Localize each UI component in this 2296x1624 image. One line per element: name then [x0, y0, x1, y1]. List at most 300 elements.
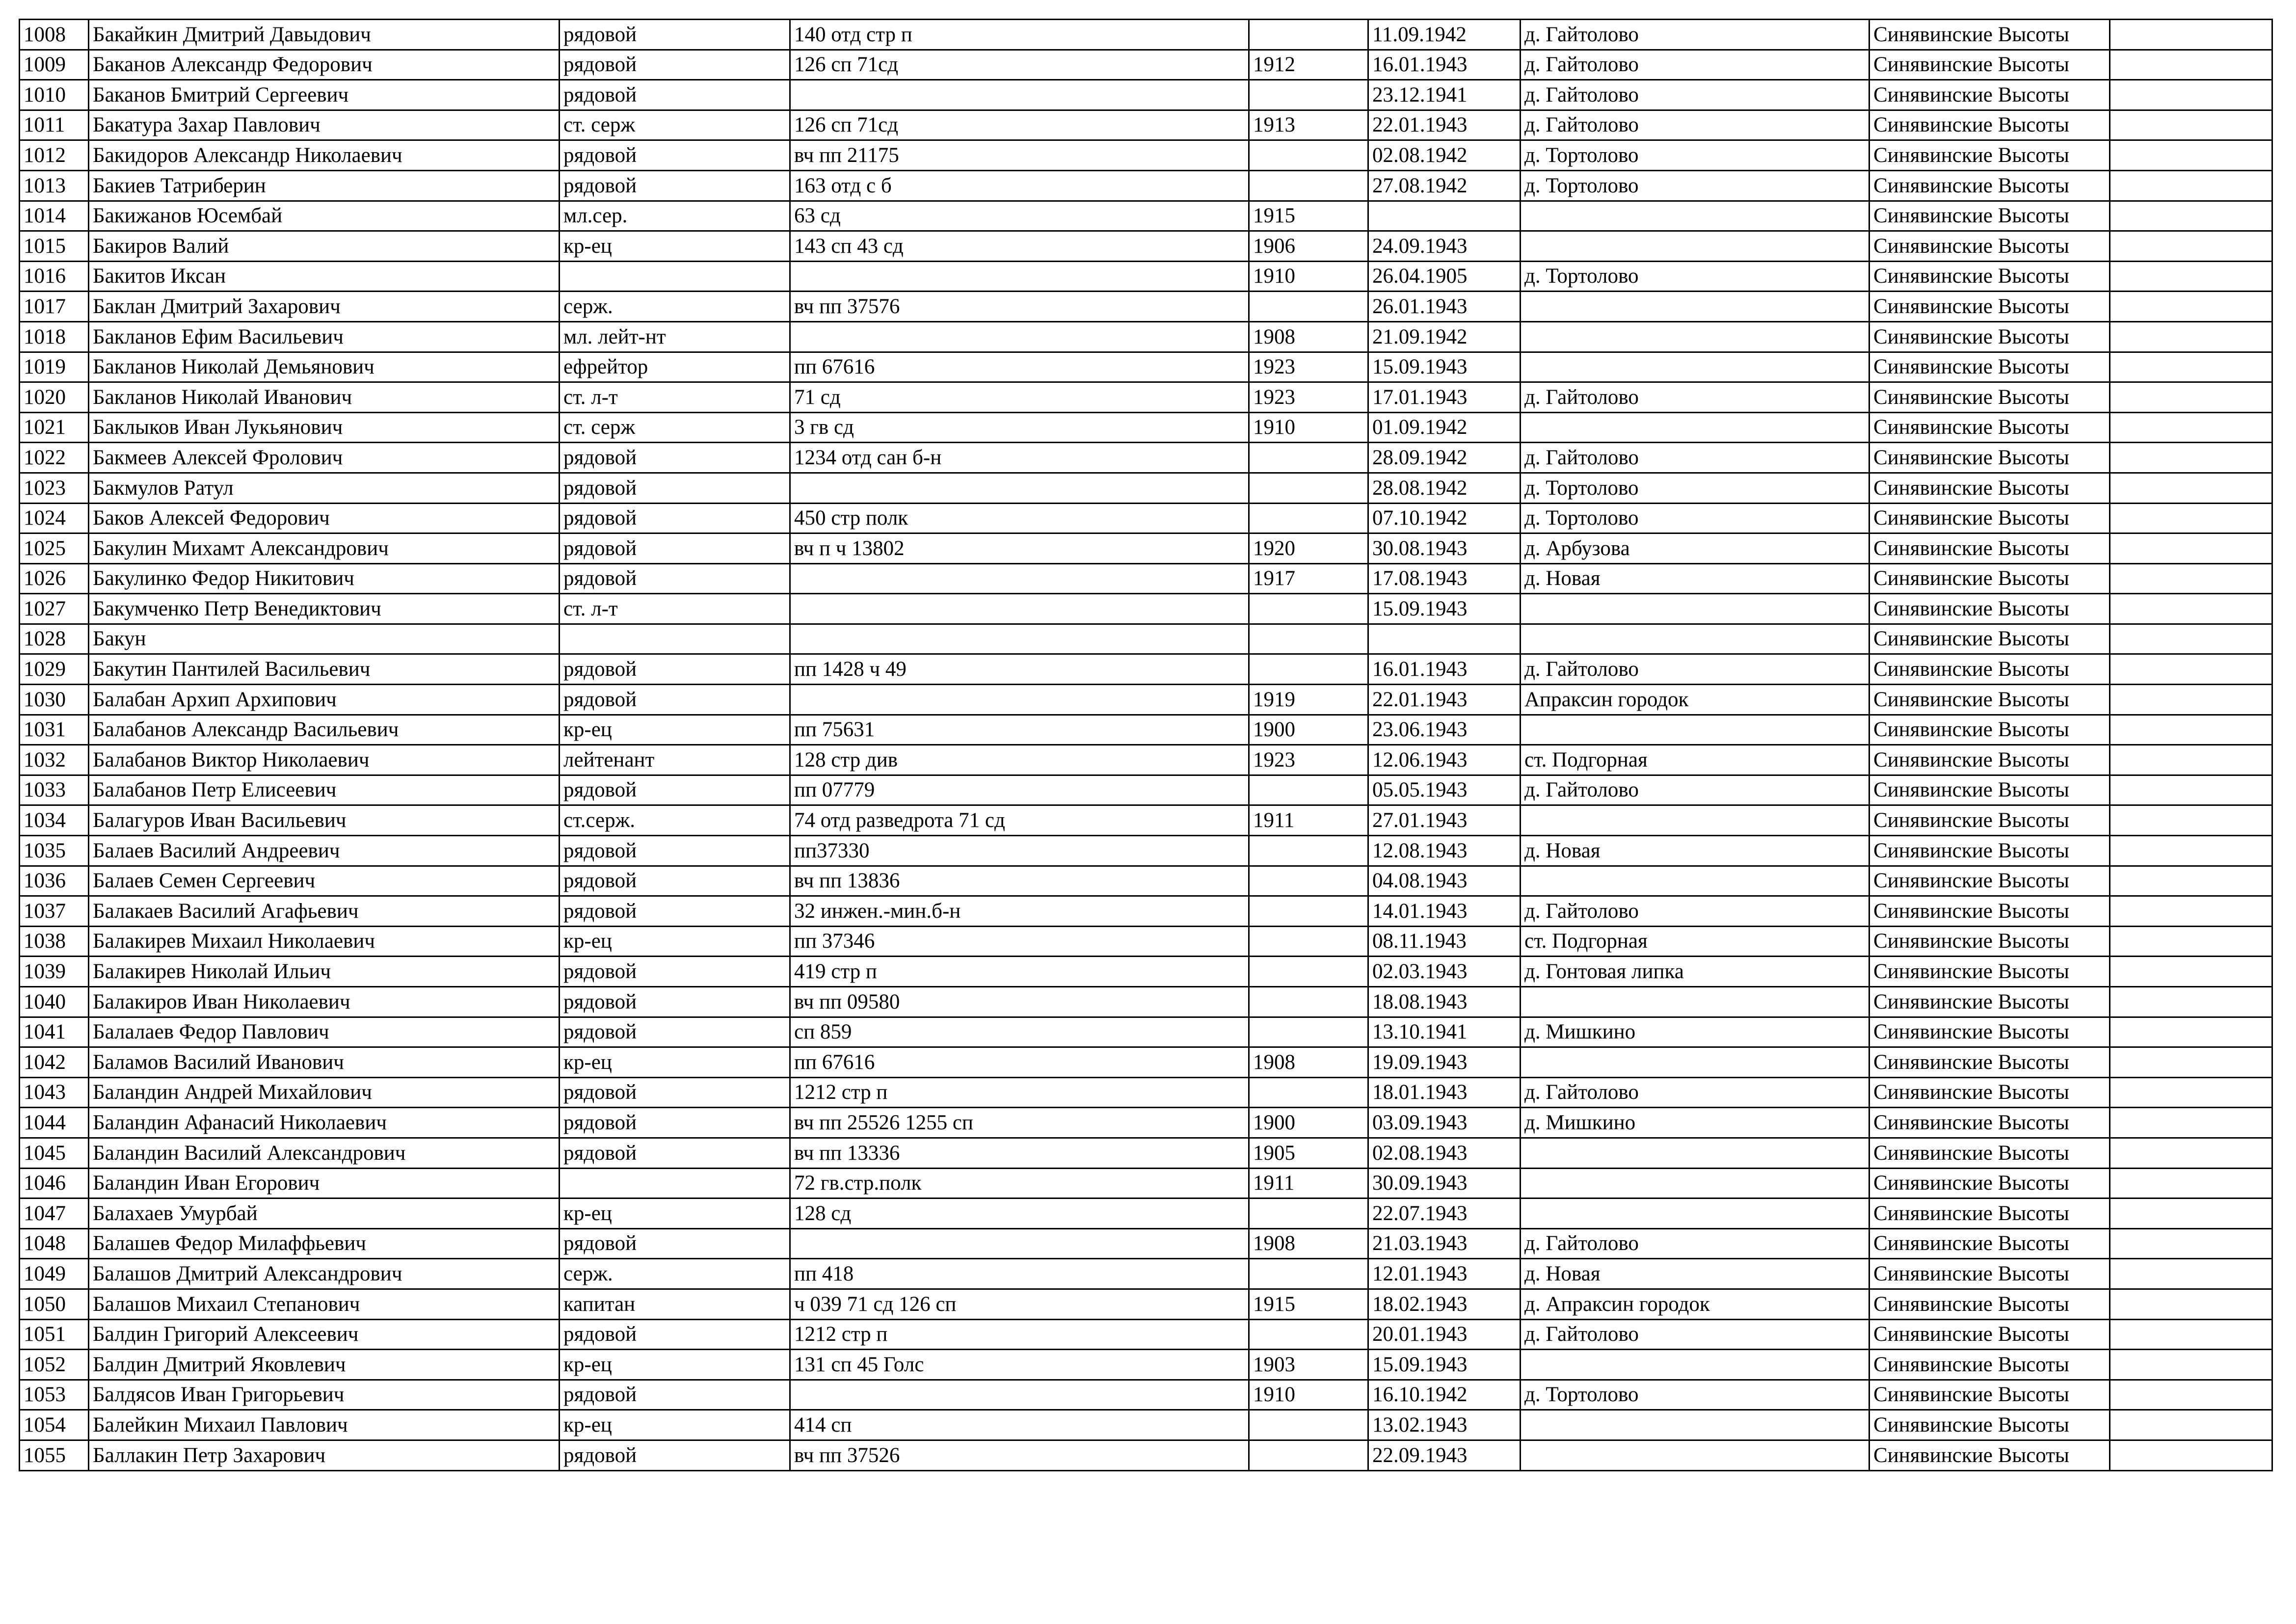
- death-date-cell: 12.01.1943: [1368, 1259, 1521, 1289]
- rank-cell: рядовой: [560, 473, 790, 503]
- burial-site-cell: Синявинские Высоты: [1869, 866, 2110, 896]
- rank-cell: рядовой: [560, 20, 790, 50]
- birth-year-cell: 1917: [1249, 563, 1368, 594]
- table-row: [20, 1108, 2272, 1138]
- record-number-cell: 1031: [20, 715, 89, 745]
- rank-cell: кр-ец: [560, 715, 790, 745]
- notes-cell: [2110, 140, 2272, 171]
- military-unit-cell: 450 стр полк: [790, 503, 1249, 533]
- death-place-cell: [1521, 866, 1869, 896]
- birth-year-cell: 1908: [1249, 1047, 1368, 1078]
- record-number-cell: 1054: [20, 1410, 89, 1440]
- death-place-cell: [1521, 412, 1869, 443]
- death-place-cell: ст. Подгорная: [1521, 745, 1869, 775]
- notes-cell: [2110, 1380, 2272, 1410]
- rank-cell: кр-ец: [560, 1047, 790, 1078]
- military-unit-cell: 128 сд: [790, 1198, 1249, 1229]
- death-place-cell: [1521, 1410, 1869, 1440]
- full-name-cell: Бакумченко Петр Венедиктович: [89, 594, 560, 624]
- birth-year-cell: [1249, 80, 1368, 110]
- register-body: [20, 20, 2272, 1471]
- death-date-cell: 02.08.1942: [1368, 140, 1521, 171]
- burial-site-cell: Синявинские Высоты: [1869, 110, 2110, 140]
- table-row: [20, 473, 2272, 503]
- burial-site-cell: Синявинские Высоты: [1869, 352, 2110, 382]
- death-place-cell: [1521, 624, 1869, 654]
- death-date-cell: 26.04.1905: [1368, 261, 1521, 292]
- burial-site-cell: Синявинские Высоты: [1869, 1289, 2110, 1319]
- full-name-cell: Балашов Михаил Степанович: [89, 1289, 560, 1319]
- death-date-cell: 15.09.1943: [1368, 1350, 1521, 1380]
- military-unit-cell: вч пп 13836: [790, 866, 1249, 896]
- burial-site-cell: Синявинские Высоты: [1869, 261, 2110, 292]
- rank-cell: рядовой: [560, 1138, 790, 1168]
- death-date-cell: 22.01.1943: [1368, 110, 1521, 140]
- birth-year-cell: 1906: [1249, 231, 1368, 262]
- birth-year-cell: [1249, 1440, 1368, 1470]
- burial-site-cell: Синявинские Высоты: [1869, 1138, 2110, 1168]
- death-date-cell: 13.02.1943: [1368, 1410, 1521, 1440]
- death-place-cell: [1521, 352, 1869, 382]
- rank-cell: рядовой: [560, 563, 790, 594]
- table-row: [20, 1259, 2272, 1289]
- burial-site-cell: Синявинские Высоты: [1869, 624, 2110, 654]
- full-name-cell: Баландин Василий Александрович: [89, 1138, 560, 1168]
- full-name-cell: Бакулин Михамт Александрович: [89, 533, 560, 564]
- death-date-cell: [1368, 624, 1521, 654]
- military-unit-cell: вч пп 13336: [790, 1138, 1249, 1168]
- burial-site-cell: Синявинские Высоты: [1869, 140, 2110, 171]
- death-date-cell: 27.01.1943: [1368, 805, 1521, 836]
- burial-site-cell: Синявинские Высоты: [1869, 1108, 2110, 1138]
- notes-cell: [2110, 533, 2272, 564]
- military-unit-cell: [790, 594, 1249, 624]
- death-date-cell: 16.10.1942: [1368, 1380, 1521, 1410]
- death-place-cell: д. Гайтолово: [1521, 20, 1869, 50]
- full-name-cell: Баллакин Петр Захарович: [89, 1440, 560, 1470]
- notes-cell: [2110, 1077, 2272, 1108]
- birth-year-cell: 1923: [1249, 745, 1368, 775]
- full-name-cell: Баландин Андрей Михайлович: [89, 1077, 560, 1108]
- notes-cell: [2110, 1198, 2272, 1229]
- burial-site-cell: Синявинские Высоты: [1869, 412, 2110, 443]
- death-place-cell: [1521, 201, 1869, 231]
- notes-cell: [2110, 1410, 2272, 1440]
- notes-cell: [2110, 1228, 2272, 1259]
- record-number-cell: 1052: [20, 1350, 89, 1380]
- record-number-cell: 1055: [20, 1440, 89, 1470]
- table-row: [20, 261, 2272, 292]
- death-place-cell: д. Апраксин городок: [1521, 1289, 1869, 1319]
- table-row: [20, 20, 2272, 50]
- record-number-cell: 1032: [20, 745, 89, 775]
- birth-year-cell: [1249, 1198, 1368, 1229]
- notes-cell: [2110, 352, 2272, 382]
- birth-year-cell: [1249, 473, 1368, 503]
- birth-year-cell: [1249, 654, 1368, 685]
- military-unit-cell: [790, 80, 1249, 110]
- burial-site-cell: Синявинские Высоты: [1869, 292, 2110, 322]
- full-name-cell: Балдин Дмитрий Яковлевич: [89, 1350, 560, 1380]
- table-row: [20, 805, 2272, 836]
- table-row: [20, 1289, 2272, 1319]
- death-place-cell: д. Гайтолово: [1521, 80, 1869, 110]
- burial-site-cell: Синявинские Высоты: [1869, 926, 2110, 957]
- record-number-cell: 1033: [20, 775, 89, 805]
- record-number-cell: 1009: [20, 50, 89, 80]
- military-unit-cell: 63 сд: [790, 201, 1249, 231]
- table-row: [20, 1380, 2272, 1410]
- death-date-cell: 15.09.1943: [1368, 352, 1521, 382]
- full-name-cell: Баклыков Иван Лукьянович: [89, 412, 560, 443]
- military-unit-cell: пп 75631: [790, 715, 1249, 745]
- birth-year-cell: 1905: [1249, 1138, 1368, 1168]
- death-date-cell: 16.01.1943: [1368, 50, 1521, 80]
- notes-cell: [2110, 1440, 2272, 1470]
- notes-cell: [2110, 987, 2272, 1017]
- burial-site-cell: Синявинские Высоты: [1869, 50, 2110, 80]
- record-number-cell: 1028: [20, 624, 89, 654]
- rank-cell: рядовой: [560, 836, 790, 866]
- burial-site-cell: Синявинские Высоты: [1869, 594, 2110, 624]
- notes-cell: [2110, 443, 2272, 473]
- birth-year-cell: [1249, 775, 1368, 805]
- death-place-cell: ст. Подгорная: [1521, 926, 1869, 957]
- table-row: [20, 866, 2272, 896]
- notes-cell: [2110, 321, 2272, 352]
- death-place-cell: д. Тортолово: [1521, 473, 1869, 503]
- death-date-cell: 23.12.1941: [1368, 80, 1521, 110]
- burial-site-cell: Синявинские Высоты: [1869, 80, 2110, 110]
- birth-year-cell: 1900: [1249, 715, 1368, 745]
- table-row: [20, 715, 2272, 745]
- table-row: [20, 140, 2272, 171]
- birth-year-cell: 1912: [1249, 50, 1368, 80]
- full-name-cell: Баклан Дмитрий Захарович: [89, 292, 560, 322]
- burial-site-cell: Синявинские Высоты: [1869, 745, 2110, 775]
- rank-cell: рядовой: [560, 1017, 790, 1047]
- rank-cell: кр-ец: [560, 926, 790, 957]
- military-unit-cell: вч пп 09580: [790, 987, 1249, 1017]
- table-row: [20, 1138, 2272, 1168]
- full-name-cell: Баканов Бмитрий Сергеевич: [89, 80, 560, 110]
- notes-cell: [2110, 866, 2272, 896]
- record-number-cell: 1014: [20, 201, 89, 231]
- full-name-cell: Бакиров Валий: [89, 231, 560, 262]
- full-name-cell: Бакатура Захар Павлович: [89, 110, 560, 140]
- rank-cell: рядовой: [560, 685, 790, 715]
- death-place-cell: д. Гайтолово: [1521, 775, 1869, 805]
- death-place-cell: [1521, 1440, 1869, 1470]
- death-date-cell: 17.08.1943: [1368, 563, 1521, 594]
- record-number-cell: 1036: [20, 866, 89, 896]
- table-row: [20, 1047, 2272, 1078]
- military-unit-cell: [790, 261, 1249, 292]
- record-number-cell: 1046: [20, 1168, 89, 1198]
- full-name-cell: Балдин Григорий Алексеевич: [89, 1319, 560, 1350]
- table-row: [20, 110, 2272, 140]
- death-place-cell: [1521, 805, 1869, 836]
- burial-site-cell: Синявинские Высоты: [1869, 1350, 2110, 1380]
- record-number-cell: 1012: [20, 140, 89, 171]
- birth-year-cell: [1249, 170, 1368, 201]
- birth-year-cell: [1249, 1319, 1368, 1350]
- birth-year-cell: 1910: [1249, 1380, 1368, 1410]
- table-row: [20, 1198, 2272, 1229]
- record-number-cell: 1039: [20, 957, 89, 987]
- military-unit-cell: пп 418: [790, 1259, 1249, 1289]
- burial-site-cell: Синявинские Высоты: [1869, 1319, 2110, 1350]
- full-name-cell: Бакиев Татриберин: [89, 170, 560, 201]
- burial-site-cell: Синявинские Высоты: [1869, 201, 2110, 231]
- military-unit-cell: 128 стр див: [790, 745, 1249, 775]
- death-date-cell: 22.01.1943: [1368, 685, 1521, 715]
- death-date-cell: 02.03.1943: [1368, 957, 1521, 987]
- death-date-cell: 30.09.1943: [1368, 1168, 1521, 1198]
- military-unit-cell: [790, 1380, 1249, 1410]
- death-date-cell: 16.01.1943: [1368, 654, 1521, 685]
- rank-cell: рядовой: [560, 170, 790, 201]
- death-place-cell: д. Тортолово: [1521, 140, 1869, 171]
- military-unit-cell: пп 1428 ч 49: [790, 654, 1249, 685]
- rank-cell: рядовой: [560, 1319, 790, 1350]
- rank-cell: рядовой: [560, 896, 790, 927]
- death-date-cell: 30.08.1943: [1368, 533, 1521, 564]
- full-name-cell: Баландин Афанасий Николаевич: [89, 1108, 560, 1138]
- record-number-cell: 1010: [20, 80, 89, 110]
- burial-site-cell: Синявинские Высоты: [1869, 896, 2110, 927]
- rank-cell: мл. лейт-нт: [560, 321, 790, 352]
- notes-cell: [2110, 1168, 2272, 1198]
- full-name-cell: Балдясов Иван Григорьевич: [89, 1380, 560, 1410]
- full-name-cell: Балабанов Александр Васильевич: [89, 715, 560, 745]
- rank-cell: рядовой: [560, 1440, 790, 1470]
- full-name-cell: Балабан Архип Архипович: [89, 685, 560, 715]
- rank-cell: ефрейтор: [560, 352, 790, 382]
- table-row: [20, 654, 2272, 685]
- notes-cell: [2110, 926, 2272, 957]
- record-number-cell: 1013: [20, 170, 89, 201]
- rank-cell: рядовой: [560, 50, 790, 80]
- table-row: [20, 170, 2272, 201]
- military-unit-cell: 419 стр п: [790, 957, 1249, 987]
- military-unit-cell: [790, 685, 1249, 715]
- death-place-cell: [1521, 1168, 1869, 1198]
- military-unit-cell: 1212 стр п: [790, 1319, 1249, 1350]
- record-number-cell: 1025: [20, 533, 89, 564]
- military-unit-cell: вч пп 21175: [790, 140, 1249, 171]
- death-place-cell: д. Гайтолово: [1521, 654, 1869, 685]
- rank-cell: рядовой: [560, 80, 790, 110]
- table-row: [20, 563, 2272, 594]
- burial-site-cell: Синявинские Высоты: [1869, 1228, 2110, 1259]
- notes-cell: [2110, 745, 2272, 775]
- record-number-cell: 1051: [20, 1319, 89, 1350]
- full-name-cell: Бакун: [89, 624, 560, 654]
- birth-year-cell: 1913: [1249, 110, 1368, 140]
- birth-year-cell: 1923: [1249, 382, 1368, 413]
- rank-cell: рядовой: [560, 140, 790, 171]
- notes-cell: [2110, 1259, 2272, 1289]
- military-unit-cell: 143 сп 43 сд: [790, 231, 1249, 262]
- death-place-cell: [1521, 321, 1869, 352]
- death-date-cell: 11.09.1942: [1368, 20, 1521, 50]
- birth-year-cell: [1249, 292, 1368, 322]
- birth-year-cell: [1249, 140, 1368, 171]
- death-date-cell: 20.01.1943: [1368, 1319, 1521, 1350]
- death-date-cell: 18.08.1943: [1368, 987, 1521, 1017]
- table-row: [20, 775, 2272, 805]
- death-place-cell: д. Гайтолово: [1521, 110, 1869, 140]
- rank-cell: ст.серж.: [560, 805, 790, 836]
- rank-cell: рядовой: [560, 503, 790, 533]
- record-number-cell: 1018: [20, 321, 89, 352]
- record-number-cell: 1043: [20, 1077, 89, 1108]
- military-unit-cell: ч 039 71 сд 126 сп: [790, 1289, 1249, 1319]
- birth-year-cell: 1908: [1249, 1228, 1368, 1259]
- record-number-cell: 1023: [20, 473, 89, 503]
- notes-cell: [2110, 1350, 2272, 1380]
- burial-site-cell: Синявинские Высоты: [1869, 715, 2110, 745]
- burial-site-cell: Синявинские Высоты: [1869, 321, 2110, 352]
- death-date-cell: 03.09.1943: [1368, 1108, 1521, 1138]
- military-unit-cell: пп 67616: [790, 1047, 1249, 1078]
- table-row: [20, 321, 2272, 352]
- death-place-cell: [1521, 1198, 1869, 1229]
- death-place-cell: д. Гайтолово: [1521, 50, 1869, 80]
- death-date-cell: 23.06.1943: [1368, 715, 1521, 745]
- table-row: [20, 1319, 2272, 1350]
- record-number-cell: 1038: [20, 926, 89, 957]
- rank-cell: ст. л-т: [560, 382, 790, 413]
- burial-site-cell: Синявинские Высоты: [1869, 775, 2110, 805]
- record-number-cell: 1050: [20, 1289, 89, 1319]
- military-unit-cell: вч пп 25526 1255 сп: [790, 1108, 1249, 1138]
- record-number-cell: 1037: [20, 896, 89, 927]
- full-name-cell: Баканов Александр Федорович: [89, 50, 560, 80]
- rank-cell: капитан: [560, 1289, 790, 1319]
- notes-cell: [2110, 412, 2272, 443]
- table-row: [20, 1228, 2272, 1259]
- record-number-cell: 1008: [20, 20, 89, 50]
- record-number-cell: 1034: [20, 805, 89, 836]
- notes-cell: [2110, 1289, 2272, 1319]
- notes-cell: [2110, 775, 2272, 805]
- full-name-cell: Бакидоров Александр Николаевич: [89, 140, 560, 171]
- table-row: [20, 957, 2272, 987]
- birth-year-cell: [1249, 1077, 1368, 1108]
- death-date-cell: 22.09.1943: [1368, 1440, 1521, 1470]
- notes-cell: [2110, 503, 2272, 533]
- death-place-cell: [1521, 594, 1869, 624]
- full-name-cell: Балаев Василий Андреевич: [89, 836, 560, 866]
- rank-cell: рядовой: [560, 654, 790, 685]
- death-place-cell: д. Гайтолово: [1521, 896, 1869, 927]
- full-name-cell: Бакулинко Федор Никитович: [89, 563, 560, 594]
- death-date-cell: [1368, 201, 1521, 231]
- full-name-cell: Балашов Дмитрий Александрович: [89, 1259, 560, 1289]
- record-number-cell: 1026: [20, 563, 89, 594]
- table-row: [20, 1410, 2272, 1440]
- table-row: [20, 292, 2272, 322]
- death-place-cell: д. Тортолово: [1521, 170, 1869, 201]
- record-number-cell: 1030: [20, 685, 89, 715]
- death-date-cell: 26.01.1943: [1368, 292, 1521, 322]
- death-date-cell: 18.01.1943: [1368, 1077, 1521, 1108]
- death-date-cell: 27.08.1942: [1368, 170, 1521, 201]
- table-row: [20, 443, 2272, 473]
- table-row: [20, 926, 2272, 957]
- table-row: [20, 1350, 2272, 1380]
- rank-cell: рядовой: [560, 775, 790, 805]
- notes-cell: [2110, 685, 2272, 715]
- full-name-cell: Бакайкин Дмитрий Давыдович: [89, 20, 560, 50]
- birth-year-cell: [1249, 594, 1368, 624]
- record-number-cell: 1027: [20, 594, 89, 624]
- table-row: [20, 594, 2272, 624]
- death-place-cell: д. Гайтолово: [1521, 1228, 1869, 1259]
- record-number-cell: 1049: [20, 1259, 89, 1289]
- rank-cell: кр-ец: [560, 231, 790, 262]
- table-row: [20, 1077, 2272, 1108]
- notes-cell: [2110, 110, 2272, 140]
- full-name-cell: Баландин Иван Егорович: [89, 1168, 560, 1198]
- record-number-cell: 1048: [20, 1228, 89, 1259]
- rank-cell: рядовой: [560, 1380, 790, 1410]
- death-date-cell: 19.09.1943: [1368, 1047, 1521, 1078]
- military-unit-cell: [790, 624, 1249, 654]
- full-name-cell: Бакутин Пантилей Васильевич: [89, 654, 560, 685]
- death-place-cell: [1521, 231, 1869, 262]
- table-row: [20, 836, 2272, 866]
- burial-register-table: [19, 19, 2273, 1471]
- rank-cell: рядовой: [560, 987, 790, 1017]
- notes-cell: [2110, 80, 2272, 110]
- record-number-cell: 1024: [20, 503, 89, 533]
- burial-site-cell: Синявинские Высоты: [1869, 231, 2110, 262]
- death-place-cell: д. Гайтолово: [1521, 1077, 1869, 1108]
- full-name-cell: Балаев Семен Сергеевич: [89, 866, 560, 896]
- record-number-cell: 1035: [20, 836, 89, 866]
- table-row: [20, 896, 2272, 927]
- burial-site-cell: Синявинские Высоты: [1869, 170, 2110, 201]
- death-place-cell: д. Гайтолово: [1521, 443, 1869, 473]
- notes-cell: [2110, 1108, 2272, 1138]
- burial-site-cell: Синявинские Высоты: [1869, 1380, 2110, 1410]
- notes-cell: [2110, 50, 2272, 80]
- military-unit-cell: 1212 стр п: [790, 1077, 1249, 1108]
- death-date-cell: 12.06.1943: [1368, 745, 1521, 775]
- full-name-cell: Балакирев Михаил Николаевич: [89, 926, 560, 957]
- burial-site-cell: Синявинские Высоты: [1869, 20, 2110, 50]
- full-name-cell: Балейкин Михаил Павлович: [89, 1410, 560, 1440]
- notes-cell: [2110, 20, 2272, 50]
- notes-cell: [2110, 261, 2272, 292]
- burial-site-cell: Синявинские Высоты: [1869, 382, 2110, 413]
- table-row: [20, 1168, 2272, 1198]
- table-row: [20, 352, 2272, 382]
- military-unit-cell: 1234 отд сан б-н: [790, 443, 1249, 473]
- military-unit-cell: [790, 1228, 1249, 1259]
- table-row: [20, 745, 2272, 775]
- rank-cell: рядовой: [560, 866, 790, 896]
- rank-cell: кр-ец: [560, 1198, 790, 1229]
- notes-cell: [2110, 715, 2272, 745]
- birth-year-cell: 1920: [1249, 533, 1368, 564]
- rank-cell: кр-ец: [560, 1350, 790, 1380]
- table-row: [20, 533, 2272, 564]
- record-number-cell: 1029: [20, 654, 89, 685]
